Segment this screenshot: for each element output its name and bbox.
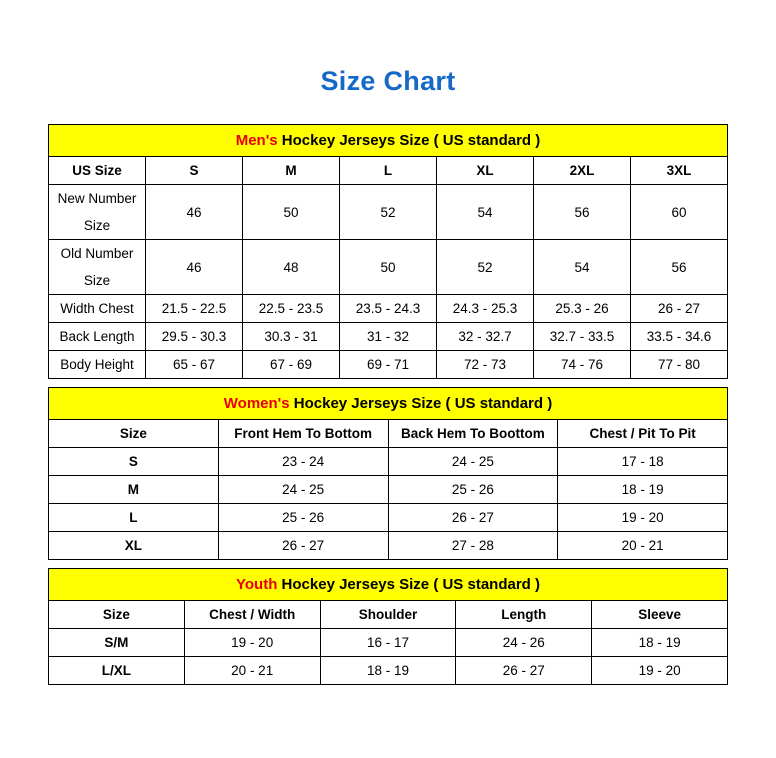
mens-r2-c4: 24.3 - 25.3 (437, 295, 534, 323)
youth-col-0: Size (49, 601, 185, 629)
womens-r0-c0: S (49, 448, 219, 476)
mens-r1-c0: Old Number Size (49, 240, 146, 295)
table-banner-row (49, 388, 728, 420)
youth-r0-c1: 19 - 20 (184, 629, 320, 657)
mens-r3-c5: 32.7 - 33.5 (534, 323, 631, 351)
mens-r0-c4: 54 (437, 185, 534, 240)
mens-banner-accent: Men's (235, 132, 278, 149)
youth-banner (49, 569, 728, 601)
womens-col-0: Size (49, 420, 219, 448)
mens-r3-c3: 31 - 32 (340, 323, 437, 351)
table-row (49, 448, 728, 476)
mens-col-0: US Size (49, 157, 146, 185)
mens-r2-c6: 26 - 27 (631, 295, 728, 323)
mens-col-5: 2XL (534, 157, 631, 185)
table-row (49, 629, 728, 657)
mens-r1-c5: 54 (534, 240, 631, 295)
table-row (49, 185, 728, 240)
table-header-row (49, 420, 728, 448)
section-spacer (48, 379, 728, 387)
mens-r0-c0: New Number Size (49, 185, 146, 240)
table-row (49, 504, 728, 532)
mens-r1-c4: 52 (437, 240, 534, 295)
mens-r4-c5: 74 - 76 (534, 351, 631, 379)
youth-col-4: Sleeve (592, 601, 728, 629)
mens-r2-c2: 22.5 - 23.5 (243, 295, 340, 323)
table-banner-row (49, 569, 728, 601)
mens-banner (49, 125, 728, 157)
womens-r2-c0: L (49, 504, 219, 532)
womens-banner-rest: Hockey Jerseys Size ( US standard ) (289, 395, 553, 412)
womens-size-table (48, 387, 728, 560)
mens-r2-c3: 23.5 - 24.3 (340, 295, 437, 323)
table-header-row (49, 601, 728, 629)
size-tables-container (48, 124, 728, 685)
table-row (49, 240, 728, 295)
mens-r4-c3: 69 - 71 (340, 351, 437, 379)
youth-r0-c0: S/M (49, 629, 185, 657)
womens-col-2: Back Hem To Boottom (388, 420, 558, 448)
mens-r4-c0: Body Height (49, 351, 146, 379)
youth-r1-c1: 20 - 21 (184, 657, 320, 685)
womens-r2-c2: 26 - 27 (388, 504, 558, 532)
womens-r2-c3: 19 - 20 (558, 504, 728, 532)
table-row (49, 657, 728, 685)
mens-col-3: L (340, 157, 437, 185)
womens-r0-c1: 23 - 24 (218, 448, 388, 476)
womens-r1-c1: 24 - 25 (218, 476, 388, 504)
mens-col-6: 3XL (631, 157, 728, 185)
mens-r3-c6: 33.5 - 34.6 (631, 323, 728, 351)
mens-r3-c1: 29.5 - 30.3 (146, 323, 243, 351)
mens-r4-c6: 77 - 80 (631, 351, 728, 379)
mens-r2-c0: Width Chest (49, 295, 146, 323)
table-banner-row (49, 125, 728, 157)
size-chart-page (0, 66, 776, 758)
table-row (49, 295, 728, 323)
table-row (49, 351, 728, 379)
table-row (49, 323, 728, 351)
mens-r1-c3: 50 (340, 240, 437, 295)
youth-banner-rest: Hockey Jerseys Size ( US standard ) (277, 576, 540, 593)
table-row (49, 532, 728, 560)
womens-r1-c0: M (49, 476, 219, 504)
page-title: Size Chart (320, 66, 456, 96)
mens-r0-c1: 46 (146, 185, 243, 240)
mens-col-4: XL (437, 157, 534, 185)
youth-r1-c4: 19 - 20 (592, 657, 728, 685)
mens-r0-c2: 50 (243, 185, 340, 240)
mens-r0-c6: 60 (631, 185, 728, 240)
youth-r1-c0: L/XL (49, 657, 185, 685)
mens-size-table (48, 124, 728, 379)
youth-r0-c4: 18 - 19 (592, 629, 728, 657)
womens-r0-c3: 17 - 18 (558, 448, 728, 476)
womens-r1-c2: 25 - 26 (388, 476, 558, 504)
table-row (49, 476, 728, 504)
mens-banner-rest: Hockey Jerseys Size ( US standard ) (277, 132, 541, 149)
mens-r4-c4: 72 - 73 (437, 351, 534, 379)
womens-r3-c1: 26 - 27 (218, 532, 388, 560)
womens-r3-c2: 27 - 28 (388, 532, 558, 560)
mens-r3-c0: Back Length (49, 323, 146, 351)
youth-banner-accent: Youth (236, 576, 278, 593)
table-header-row (49, 157, 728, 185)
mens-r3-c4: 32 - 32.7 (437, 323, 534, 351)
mens-r3-c2: 30.3 - 31 (243, 323, 340, 351)
youth-col-2: Shoulder (320, 601, 456, 629)
youth-col-1: Chest / Width (184, 601, 320, 629)
mens-r2-c5: 25.3 - 26 (534, 295, 631, 323)
womens-r2-c1: 25 - 26 (218, 504, 388, 532)
womens-col-1: Front Hem To Bottom (218, 420, 388, 448)
youth-r0-c3: 24 - 26 (456, 629, 592, 657)
mens-r1-c6: 56 (631, 240, 728, 295)
womens-banner-accent: Women's (223, 395, 290, 412)
mens-r1-c2: 48 (243, 240, 340, 295)
youth-r0-c2: 16 - 17 (320, 629, 456, 657)
youth-col-3: Length (456, 601, 592, 629)
youth-r1-c3: 26 - 27 (456, 657, 592, 685)
womens-r0-c2: 24 - 25 (388, 448, 558, 476)
mens-r0-c3: 52 (340, 185, 437, 240)
section-spacer (48, 560, 728, 568)
youth-r1-c2: 18 - 19 (320, 657, 456, 685)
mens-r4-c1: 65 - 67 (146, 351, 243, 379)
womens-r3-c3: 20 - 21 (558, 532, 728, 560)
mens-r1-c1: 46 (146, 240, 243, 295)
womens-banner (49, 388, 728, 420)
mens-r4-c2: 67 - 69 (243, 351, 340, 379)
youth-size-table (48, 568, 728, 685)
womens-r3-c0: XL (49, 532, 219, 560)
mens-r2-c1: 21.5 - 22.5 (146, 295, 243, 323)
mens-col-2: M (243, 157, 340, 185)
mens-r0-c5: 56 (534, 185, 631, 240)
womens-col-3: Chest / Pit To Pit (558, 420, 728, 448)
mens-col-1: S (146, 157, 243, 185)
womens-r1-c3: 18 - 19 (558, 476, 728, 504)
